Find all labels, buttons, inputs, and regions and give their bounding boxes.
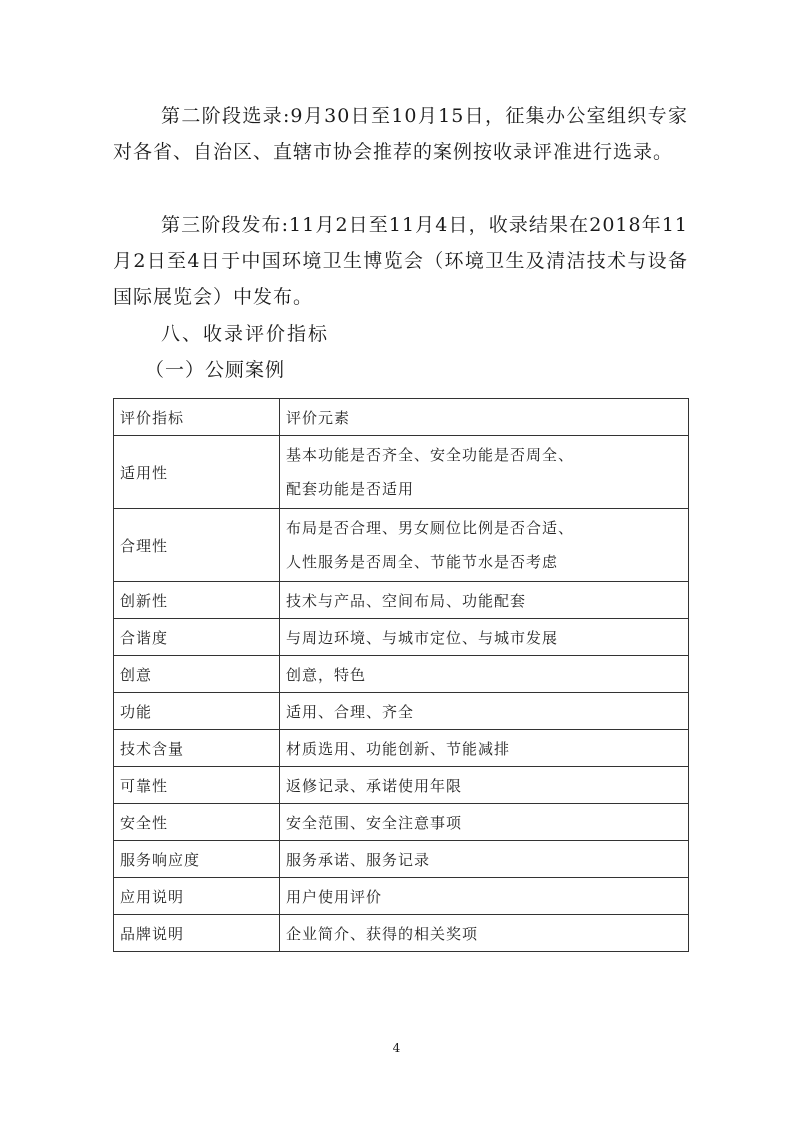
indicator-cell: 适用性 [114, 436, 280, 509]
header-indicator: 评价指标 [114, 399, 280, 436]
table-row [114, 841, 689, 878]
indicator-cell: 创新性 [114, 582, 280, 619]
elements-line: 人性服务是否周全、节能节水是否考虑 [286, 553, 559, 571]
table-row [114, 509, 689, 582]
table-row [114, 582, 689, 619]
header-elements: 评价元素 [280, 399, 689, 436]
elements-line: 布局是否合理、男女厕位比例是否合适、 [286, 519, 575, 537]
elements-cell [280, 509, 689, 582]
elements-cell: 创意，特色 [280, 656, 689, 693]
evaluation-criteria-table [113, 398, 689, 952]
indicator-cell: 创意 [114, 656, 280, 693]
elements-cell: 用户使用评价 [280, 878, 689, 915]
table-row [114, 878, 689, 915]
indicator-cell: 服务响应度 [114, 841, 280, 878]
elements-cell: 技术与产品、空间布局、功能配套 [280, 582, 689, 619]
indicator-cell: 合谐度 [114, 619, 280, 656]
elements-cell [280, 436, 689, 509]
table-row [114, 915, 689, 952]
paragraph-stage-three: 第三阶段发布:11月2日至11月4日，收录结果在2018年11月2日至4日于中国环境卫生博览会（环境卫生及清洁技术与设备国际展览会）中发布。 [113, 214, 688, 308]
elements-cell: 服务承诺、服务记录 [280, 841, 689, 878]
indicator-cell: 安全性 [114, 804, 280, 841]
elements-cell: 材质选用、功能创新、节能减排 [280, 730, 689, 767]
subsection-heading: （一）公厕案例 [145, 359, 286, 381]
table-row [114, 619, 689, 656]
table-row [114, 804, 689, 841]
table-row [114, 656, 689, 693]
indicator-cell: 品牌说明 [114, 915, 280, 952]
elements-line: 基本功能是否齐全、安全功能是否周全、 [286, 446, 575, 464]
elements-cell: 适用、合理、齐全 [280, 693, 689, 730]
elements-cell: 安全范围、安全注意事项 [280, 804, 689, 841]
table-row [114, 693, 689, 730]
table-row [114, 730, 689, 767]
elements-line: 配套功能是否适用 [286, 480, 415, 498]
indicator-cell: 合理性 [114, 509, 280, 582]
indicator-cell: 可靠性 [114, 767, 280, 804]
table-row [114, 767, 689, 804]
indicator-cell: 技术含量 [114, 730, 280, 767]
table-header-row [114, 399, 689, 436]
indicator-cell: 应用说明 [114, 878, 280, 915]
page-number: 4 [392, 1041, 401, 1055]
indicator-cell: 功能 [114, 693, 280, 730]
elements-cell: 返修记录、承诺使用年限 [280, 767, 689, 804]
table-row [114, 436, 689, 509]
elements-cell: 与周边环境、与城市定位、与城市发展 [280, 619, 689, 656]
elements-cell: 企业简介、获得的相关奖项 [280, 915, 689, 952]
section-heading: 八、收录评价指标 [161, 323, 330, 345]
paragraph-stage-two: 第二阶段选录:9月30日至10月15日，征集办公室组织专家对各省、自治区、直辖市协会推荐的案例按收录评准进行选录。 [113, 105, 688, 163]
